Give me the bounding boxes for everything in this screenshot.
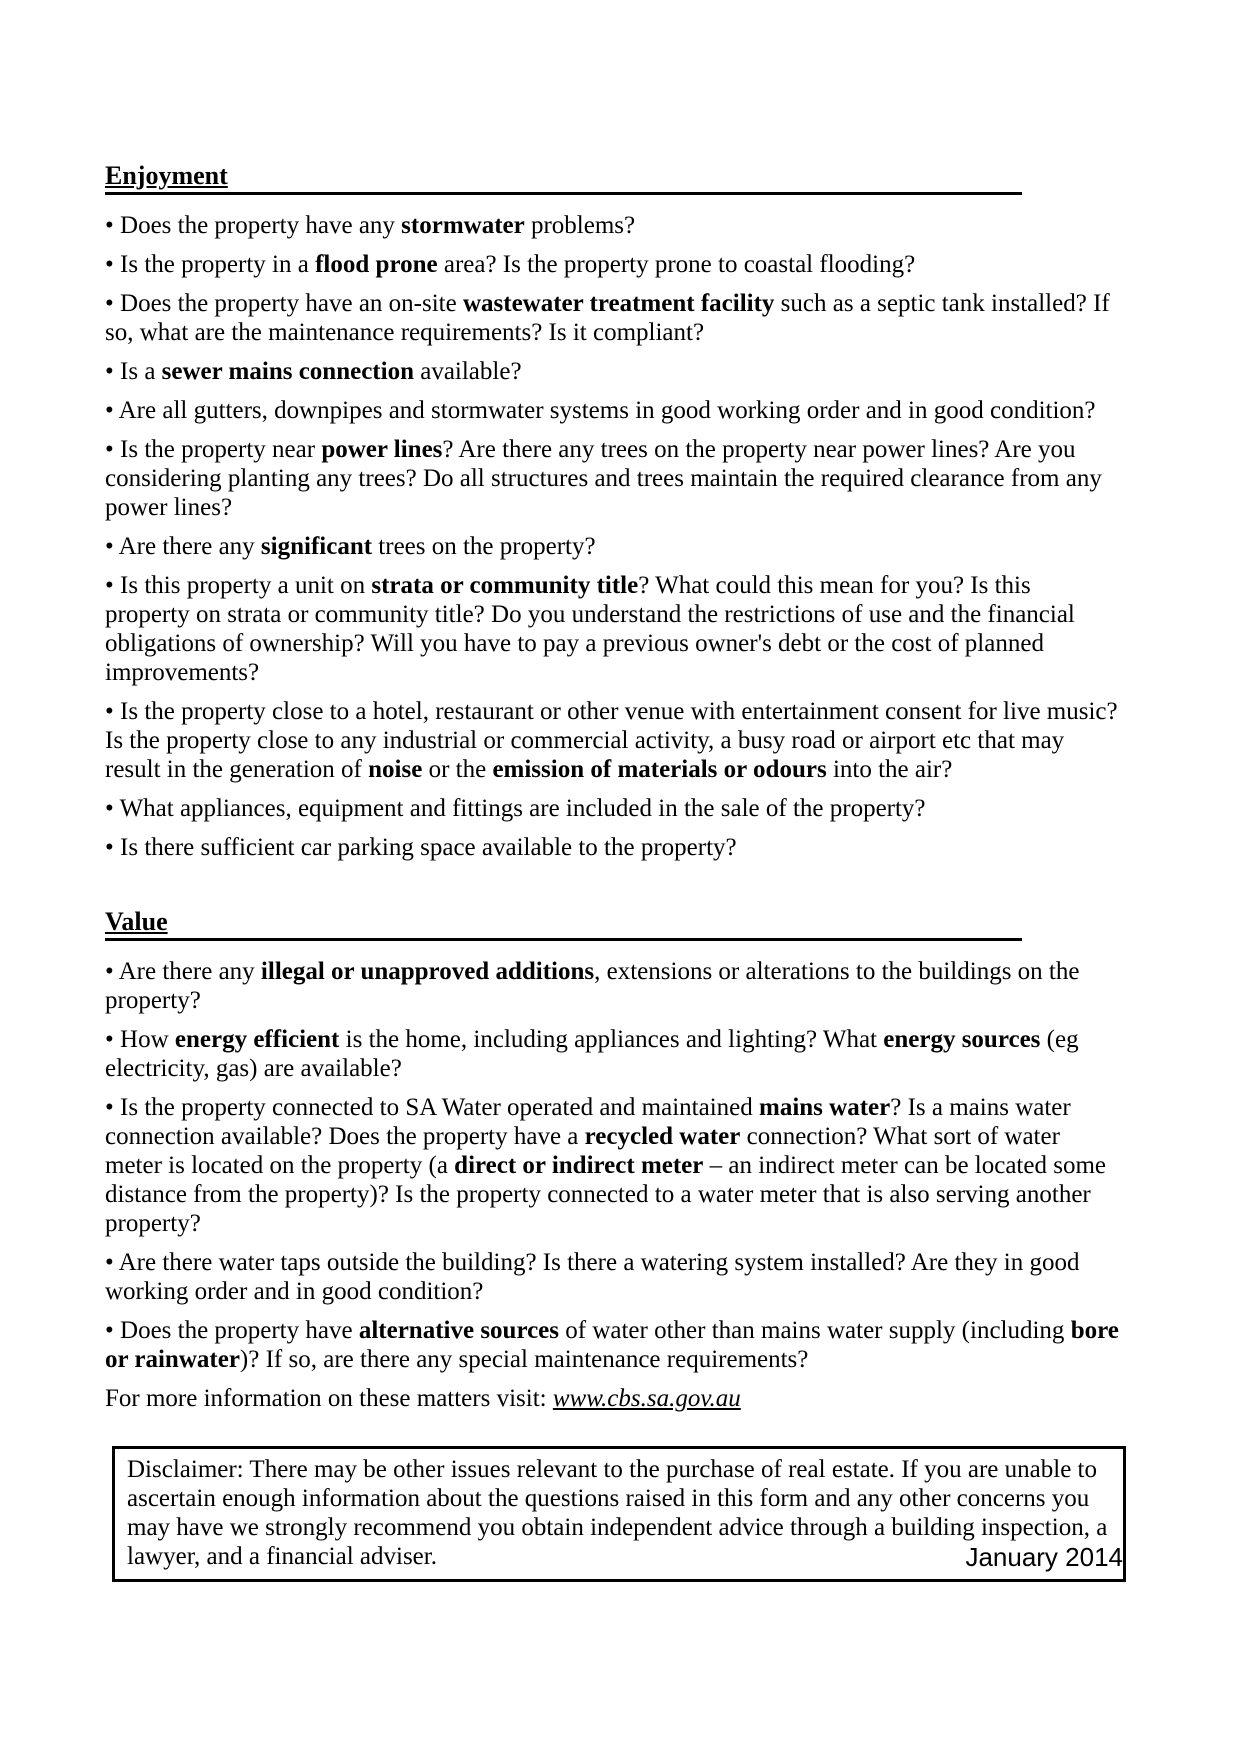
bullet-text: – an indirect meter can be located some distance from the property)? Is the property connected to a water meter that is also serving another property? bbox=[105, 1152, 1106, 1237]
bullet-text: or the bbox=[422, 756, 493, 783]
bullet-item: • Are there any significant trees on the property? bbox=[105, 533, 596, 560]
bullet-item: • Is this property a unit on strata or community title? What could this mean for you? Is this property on strata or community title? Do you understand the restrictions of use and the financial obligations of ownership? Will you have to pay a previous owner's debt or the cost of planned improvements? bbox=[105, 572, 1075, 686]
bullet-text-bold: power lines bbox=[321, 436, 443, 463]
section-title: Enjoyment bbox=[105, 161, 228, 190]
document-sections bbox=[105, 162, 1120, 1374]
bullet-text-bold: strata or community title bbox=[371, 572, 639, 599]
document-date: January 2014 bbox=[965, 1542, 1123, 1572]
bullet-text-bold: energy efficient bbox=[174, 1026, 340, 1053]
bullet-text: of water other than mains water supply (including bbox=[559, 1317, 1071, 1344]
section-heading-enjoyment bbox=[105, 162, 1022, 195]
bullet-text: Does the property have bbox=[120, 1317, 359, 1344]
bullet-item: • Are there any illegal or unapproved additions, extensions or alterations to the buildings on the property? bbox=[105, 958, 1080, 1014]
bullet-item: • Is there sufficient car parking space available to the property? bbox=[105, 834, 737, 861]
bullet-text-bold: noise bbox=[368, 756, 423, 783]
page-content bbox=[105, 162, 1120, 1582]
bullet-text: Is the property near bbox=[120, 436, 322, 463]
bullet-text: Are there any bbox=[118, 533, 261, 560]
bullet-text-bold: stormwater bbox=[401, 212, 525, 239]
bullet-text: Are there any bbox=[118, 958, 261, 985]
bullet-text: Is this property a unit on bbox=[120, 572, 372, 599]
bullet-text: How bbox=[120, 1026, 175, 1053]
bullet-text-bold: alternative sources bbox=[358, 1317, 560, 1344]
cbs-website-link[interactable]: www.cbs.sa.gov.au bbox=[552, 1385, 741, 1412]
bullet-item: • Is the property close to a hotel, restaurant or other venue with entertainment consent for live music? Is the property close to any industrial or commercial activity, a busy road or airport etc that may result in the generation of noise or the emission of materials or odours into the air? bbox=[105, 698, 1118, 783]
bullet-text-bold: wastewater treatment facility bbox=[462, 290, 775, 317]
bullet-text: )? If so, are there any special maintenance requirements? bbox=[239, 1346, 809, 1373]
bullet-text: (eg electricity, gas) are available? bbox=[105, 1026, 1079, 1082]
section-title: Value bbox=[105, 907, 168, 936]
bullet-item: • Are there water taps outside the building? Is there a watering system installed? Are they in good working order and in good condition? bbox=[105, 1249, 1080, 1305]
bullet-text: Does the property have an on-site bbox=[120, 290, 463, 317]
bullet-text: ? Are there any trees on the property near power lines? Are you considering planting any trees? Do all structures and trees maintain the required clearance from any power lines? bbox=[105, 436, 1102, 521]
bullet-item: • Is the property in a flood prone area? Is the property prone to coastal flooding? bbox=[105, 251, 916, 278]
bullet-text: Is a bbox=[120, 358, 162, 385]
bullet-text: ? Is a mains water connection available? Does the property have a bbox=[105, 1094, 1071, 1150]
section-heading-value bbox=[105, 908, 1022, 941]
bullet-text: What appliances, equipment and fittings are included in the sale of the property? bbox=[119, 795, 926, 822]
bullet-text-bold: sewer mains connection bbox=[161, 358, 414, 385]
bullet-text: is the home, including appliances and lighting? What bbox=[339, 1026, 884, 1053]
bullet-text: trees on the property? bbox=[372, 533, 596, 560]
bullet-text-bold: emission of materials or odours bbox=[492, 756, 827, 783]
bullet-text-bold: illegal or unapproved additions bbox=[260, 958, 595, 985]
bullet-text: into the air? bbox=[826, 756, 953, 783]
bullet-item: • Is the property near power lines? Are there any trees on the property near power lines? Are you considering planting any trees? Do all structures and trees maintain the required clearance from any power lines? bbox=[105, 436, 1102, 521]
bullet-item: • What appliances, equipment and fittings are included in the sale of the property? bbox=[105, 795, 926, 822]
bullet-text: ? What could this mean for you? Is this property on strata or community title? Do you understand the restrictions of use and the financial obligations of ownership? Will you have to pay a previous owner's debt or the cost of planned improvements? bbox=[105, 572, 1075, 686]
bullet-text: Is there sufficient car parking space available to the property? bbox=[120, 834, 737, 861]
more-info-text: For more information on these matters visit: bbox=[105, 1385, 553, 1412]
bullet-text-bold: direct or indirect meter bbox=[454, 1152, 704, 1179]
bullet-text-bold: mains water bbox=[759, 1094, 891, 1121]
bullet-item: • Does the property have any stormwater problems? bbox=[105, 212, 636, 239]
bullet-text-bold: significant bbox=[260, 533, 373, 560]
bullet-text: Does the property have any bbox=[120, 212, 402, 239]
bullet-text: Is the property close to a hotel, restaurant or other venue with entertainment consent for live music? Is the property close to any industrial or commercial activity, a busy road or airport etc that may result in the generation of bbox=[105, 698, 1118, 783]
bullet-text: Is the property connected to SA Water operated and maintained bbox=[120, 1094, 759, 1121]
bullet-text-bold: flood prone bbox=[315, 251, 438, 278]
bullet-text-bold: bore or rainwater bbox=[105, 1317, 1119, 1373]
bullet-item: • How energy efficient is the home, including appliances and lighting? What energy sources (eg electricity, gas) are available? bbox=[105, 1026, 1079, 1082]
bullet-text: Is the property in a bbox=[120, 251, 316, 278]
bullet-item: • Is the property connected to SA Water operated and maintained mains water? Is a mains water connection available? Does the property have a recycled water connection? What sort of water meter is located on the property (a direct or indirect meter – an indirect meter can be located some distance from the property)? Is the property connected to a water meter that is also serving another property? bbox=[105, 1094, 1106, 1237]
bullet-item: • Does the property have an on-site wastewater treatment facility such as a septic tank installed? If so, what are the maintenance requirements? Is it compliant? bbox=[105, 290, 1110, 346]
bullet-item: • Are all gutters, downpipes and stormwater systems in good working order and in good condition? bbox=[105, 397, 1096, 424]
bullet-text-bold: energy sources bbox=[883, 1026, 1041, 1053]
bullet-text: problems? bbox=[524, 212, 636, 239]
bullet-item: • Is a sewer mains connection available? bbox=[105, 358, 522, 385]
bullet-text: connection? What sort of water meter is located on the property (a bbox=[105, 1123, 1060, 1179]
disclaimer-text: Disclaimer: There may be other issues relevant to the purchase of real estate. If you are unable to ascertain enough information about the questions raised in this form and any other concerns you may have we strongly recommend you obtain independent advice through a building inspection, a lawyer, and a financial adviser. bbox=[127, 1456, 1108, 1570]
bullet-text: Are all gutters, downpipes and stormwater systems in good working order and in good condition? bbox=[118, 397, 1096, 424]
bullet-item: • Does the property have alternative sources of water other than mains water supply (including bore or rainwater)? If so, are there any special maintenance requirements? bbox=[105, 1317, 1119, 1373]
bullet-text: , extensions or alterations to the buildings on the property? bbox=[105, 958, 1080, 1014]
more-info-line bbox=[105, 1384, 1120, 1413]
bullet-text: available? bbox=[413, 358, 522, 385]
bullet-text: such as a septic tank installed? If so, what are the maintenance requirements? Is it compliant? bbox=[105, 290, 1110, 346]
bullet-text: area? Is the property prone to coastal flooding? bbox=[437, 251, 916, 278]
bullet-text-bold: recycled water bbox=[584, 1123, 741, 1150]
bullet-text: Are there water taps outside the building? Is there a watering system installed? Are they in good working order and in good condition? bbox=[105, 1249, 1080, 1305]
